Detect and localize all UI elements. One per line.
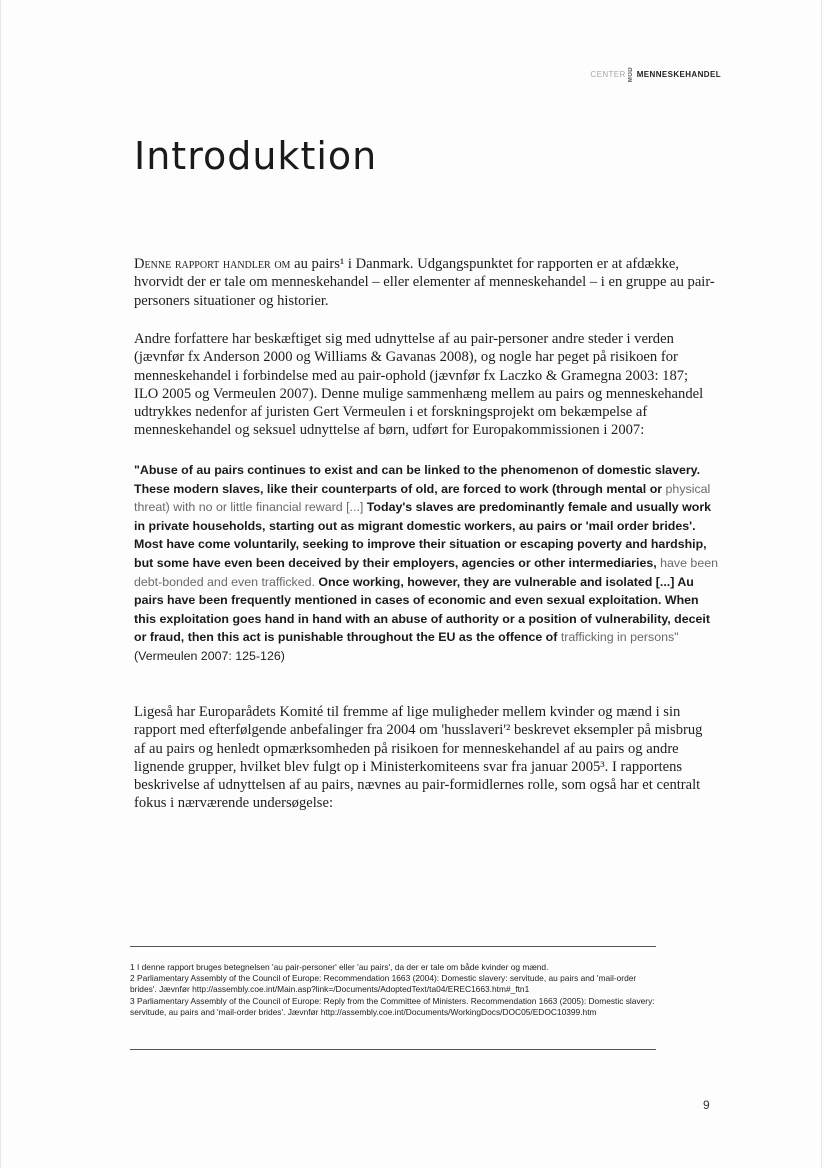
quote-citation: (Vermeulen 2007: 125-126): [134, 648, 285, 663]
quote-part-2: physical threat) with no or little financial reward [...]: [134, 481, 711, 515]
footnote-rule-top: [130, 946, 656, 947]
page-number: 9: [703, 1098, 710, 1112]
scan-edge-left: [0, 0, 1, 1168]
quote-part-4: have been debt-bonded and even trafficked.: [134, 555, 719, 589]
footnote-rule-bottom: [130, 1049, 656, 1050]
quote-part-3: Today's slaves are predominantly female and usually work in private households, starting out as migrant domestic workers, au pairs or 'mail order brides'. Most have come voluntarily, seeking to improve their situation or escaping poverty and hardship, but some have even been deceived by their employers, agencies or other intermediaries,: [134, 500, 712, 570]
paragraph-intro: [134, 255, 716, 310]
footnote-3: 3 Parliamentary Assembly of the Council of Europe: Reply from the Committee of Ministers. Recommendation 1663 (2005): Domestic slavery: servitude, au pairs and 'mail-order brides'. Jævnfør http://assembly.coe.int/Documents/WorkingDocs/DOC05/EDOC10399.htm: [130, 995, 655, 1017]
running-header: [590, 67, 721, 82]
block-quote: [134, 461, 718, 666]
paragraph-intro-text: au pairs¹ i Danmark. Udgangspunktet for rapporten er at afdække, hvorvidt der er tale om menneskehandel – eller elementer af menneskehandel – i en gruppe au pair-personers situationer og historier.: [134, 256, 715, 309]
scan-edge-right: [821, 0, 822, 1168]
footnote-1: 1 I denne rapport bruges betegnelsen 'au pair-personer' eller 'au pairs', da der er tale om både kvinder og mænd.: [130, 962, 549, 972]
quote-part-5: Once working, however, they are vulnerable and isolated [...] Au pairs have been frequently mentioned in cases of economic and even sexual exploitation. When this exploitation goes hand in hand with an abuse of authority or a position of vulnerability, deceit or fraud, then this act is punishable throughout the EU as the offence of: [134, 574, 710, 645]
paragraph-context: Andre forfattere har beskæftiget sig med udnyttelse af au pair-personer andre steder i verden (jævnfør fx Anderson 2000 og Williams & Gavanas 2008), og nogle har peget på risikoen for menneskehandel i forbindelse med au pair-ophold (jævnfør fx Laczko & Gramegna 2003: 187; ILO 2005 og Vermeulen 2007). Denne mulige sammenhæng mellem au pairs og menneskehandel udtrykkes nedenfor af juristen Gert Vermeulen i et forskningsprojekt om bekæmpelse af menneskehandel og seksuel udnyttelse af børn, udført for Europakommissionen i 2007:: [134, 331, 704, 439]
page-title: Introduktion: [134, 134, 378, 178]
paragraph-council-report: Ligeså har Europarådets Komité til fremme af lige muligheder mellem kvinder og mænd i sin rapport med efterfølgende anbefalinger fra 2004 om 'husslaveri'² beskrevet eksempler på misbrug af au pairs og henledt opmærksomheden på risikoen for menneskehandel af au pairs og andre lignende grupper, hvilket blev fulgt op i Ministerkomiteens svar fra januar 2005³. I rapportens beskrivelse af udnyttelsen af au pairs, nævnes au pair-formidlernes rolle, som også har et centralt fokus i nærværende undersøgelse:: [134, 704, 703, 812]
header-title: MENNESKEHANDEL: [636, 70, 721, 80]
footnote-2: 2 Parliamentary Assembly of the Council of Europe: Recommendation 1663 (2004): Domestic slavery: servitude, au pairs and 'mail-order brides'. Jævnfør http://assembly.coe.int/Main.asp?link=/Documents/AdoptedText/ta04/EREC1663.htm#_ftn1: [130, 973, 637, 995]
quote-part-1: "Abuse of au pairs continues to exist and can be linked to the phenomenon of domestic slavery. These modern slaves, like their counterparts of old, are forced to work (through mental or: [134, 463, 701, 496]
footnotes: [130, 962, 660, 1018]
quote-part-6: trafficking in persons": [560, 630, 679, 645]
paragraph-lead-in: Denne rapport handler om: [134, 256, 291, 272]
header-center-word: CENTER: [590, 70, 626, 80]
header-mod-word: MOD: [627, 67, 634, 83]
